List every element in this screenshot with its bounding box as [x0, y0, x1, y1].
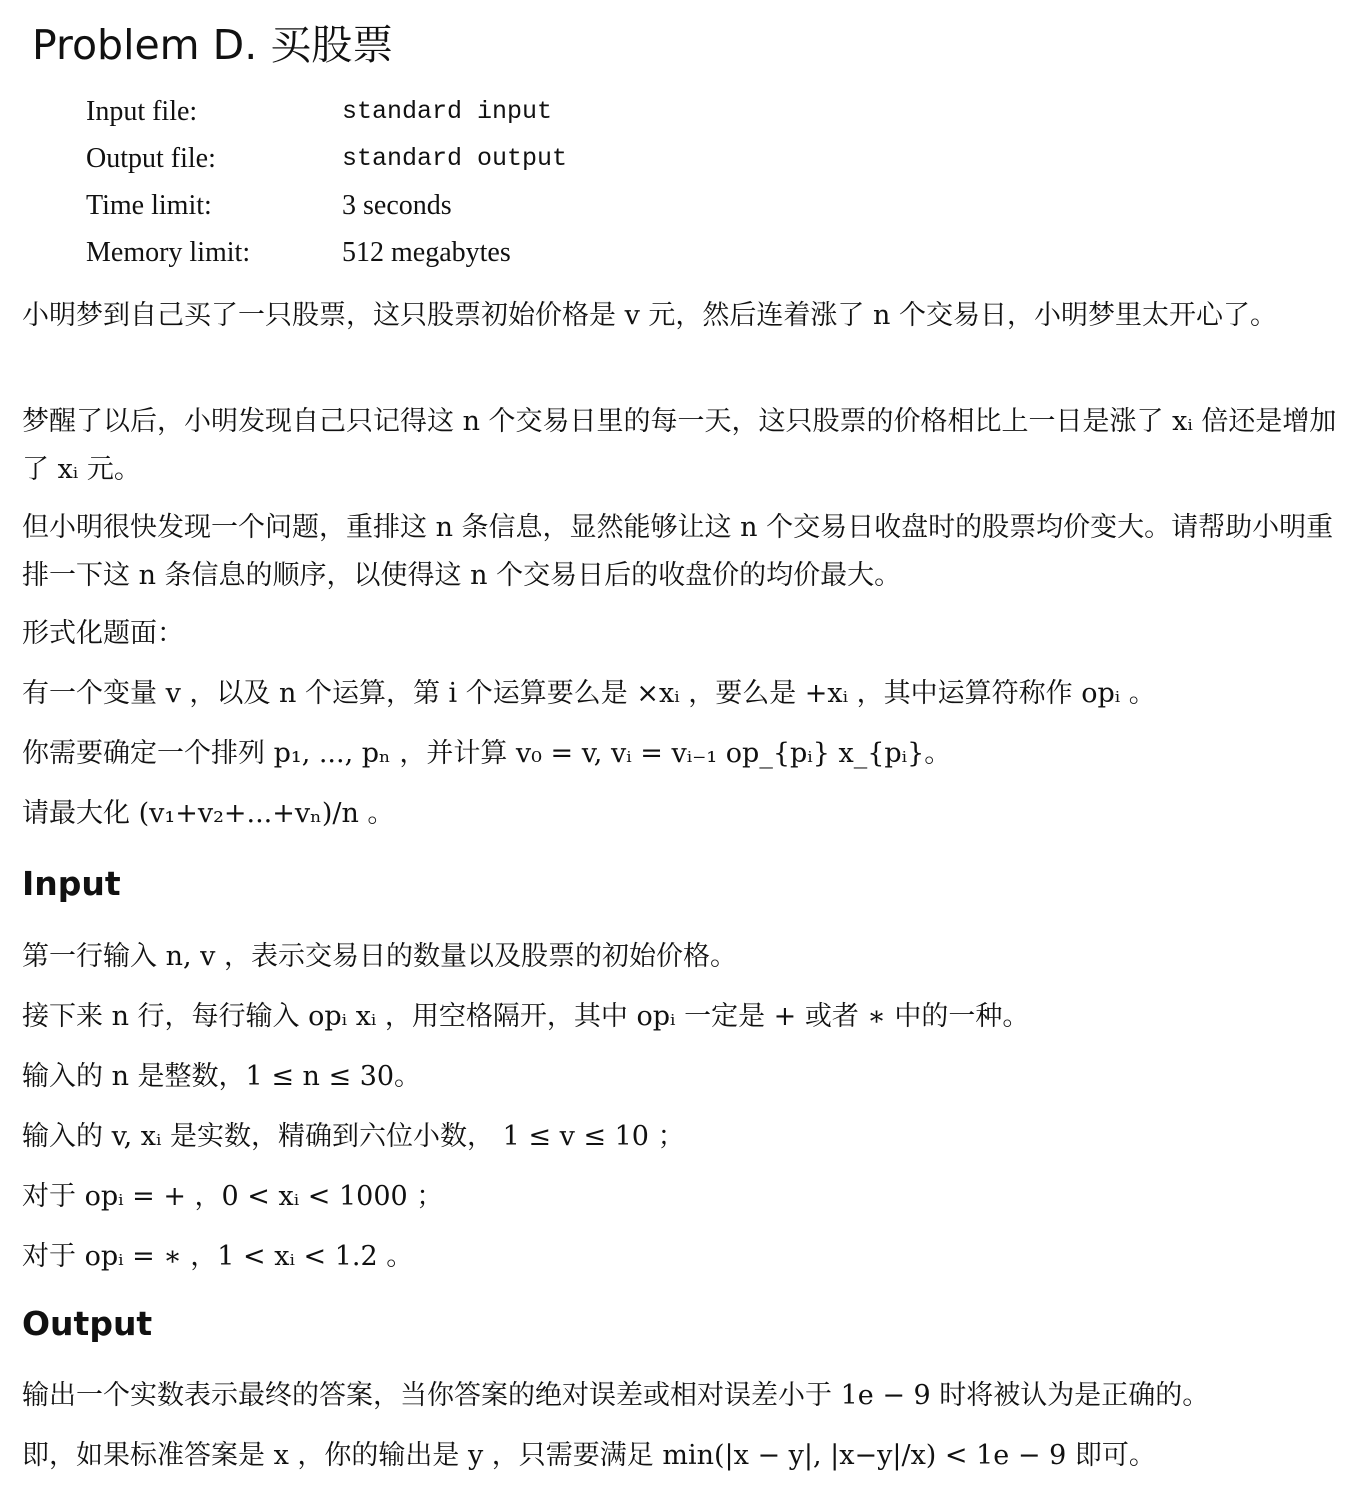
limit-value: standard input	[342, 97, 553, 126]
limits-row	[86, 182, 686, 229]
limit-value: 512 megabytes	[342, 236, 511, 268]
output-line: 输出一个实数表示最终的答案，当你答案的绝对误差或相对误差小于 1e − 9 时将被认为是正确的。	[22, 1380, 1210, 1411]
limits-row	[86, 135, 686, 182]
output-heading: Output	[22, 1304, 153, 1343]
input-line: 第一行输入 n, v ，表示交易日的数量以及股票的初始价格。	[22, 941, 737, 972]
limits-table	[86, 88, 686, 276]
formal-label: 形式化题面：	[22, 618, 184, 649]
statement-paragraph: 但小明很快发现一个问题，重排这 n 条信息，显然能够让这 n 个交易日收盘时的股票均价变大。请帮助小明重排一下这 n 条信息的顺序，以使得这 n 个交易日后的收盘价的均价最大。	[22, 512, 1334, 591]
statement-paragraph: 小明梦到自己买了一只股票，这只股票初始价格是 v 元，然后连着涨了 n 个交易日，小明梦里太开心了。	[22, 300, 1277, 331]
formal-objective: 请最大化 (v₁+v₂+...+vₙ)/n 。	[22, 798, 395, 829]
output-line: 即，如果标准答案是 x ，你的输出是 y ，只需要满足 min(|x − y|, |x−y|/x) < 1e − 9 即可。	[22, 1440, 1156, 1471]
formal-line: 你需要确定一个排列 p₁, ..., pₙ ，并计算 v₀ = v, vᵢ = vᵢ₋₁ op_{pᵢ} x_{pᵢ}。	[22, 738, 952, 769]
input-line: 输入的 v, xᵢ 是实数，精确到六位小数， 1 ≤ v ≤ 10 ；	[22, 1121, 685, 1152]
limit-key: Memory limit:	[86, 236, 251, 268]
limit-key: Input file:	[86, 95, 198, 127]
input-line: 对于 opᵢ = ∗ ，1 < xᵢ < 1.2 。	[22, 1241, 414, 1272]
limit-value: standard output	[342, 144, 568, 173]
limit-value: 3 seconds	[342, 189, 452, 221]
input-line: 接下来 n 行，每行输入 opᵢ xᵢ ，用空格隔开，其中 opᵢ 一定是 + 或者 ∗ 中的一种。	[22, 1001, 1030, 1032]
input-heading: Input	[22, 864, 121, 903]
limits-row	[86, 229, 686, 276]
problem-title: Problem D. 买股票	[32, 21, 394, 69]
input-line: 输入的 n 是整数，1 ≤ n ≤ 30。	[22, 1061, 422, 1092]
statement-paragraph: 梦醒了以后，小明发现自己只记得这 n 个交易日里的每一天，这只股票的价格相比上一日是涨了 xᵢ 倍还是增加了 xᵢ 元。	[22, 406, 1337, 485]
limit-key: Output file:	[86, 142, 216, 174]
limits-row	[86, 88, 686, 135]
limit-key: Time limit:	[86, 189, 212, 221]
formal-line: 有一个变量 v ，以及 n 个运算，第 i 个运算要么是 ×xᵢ ，要么是 +xᵢ ，其中运算符称作 opᵢ 。	[22, 678, 1156, 709]
input-line: 对于 opᵢ = + ，0 < xᵢ < 1000 ；	[22, 1181, 444, 1212]
